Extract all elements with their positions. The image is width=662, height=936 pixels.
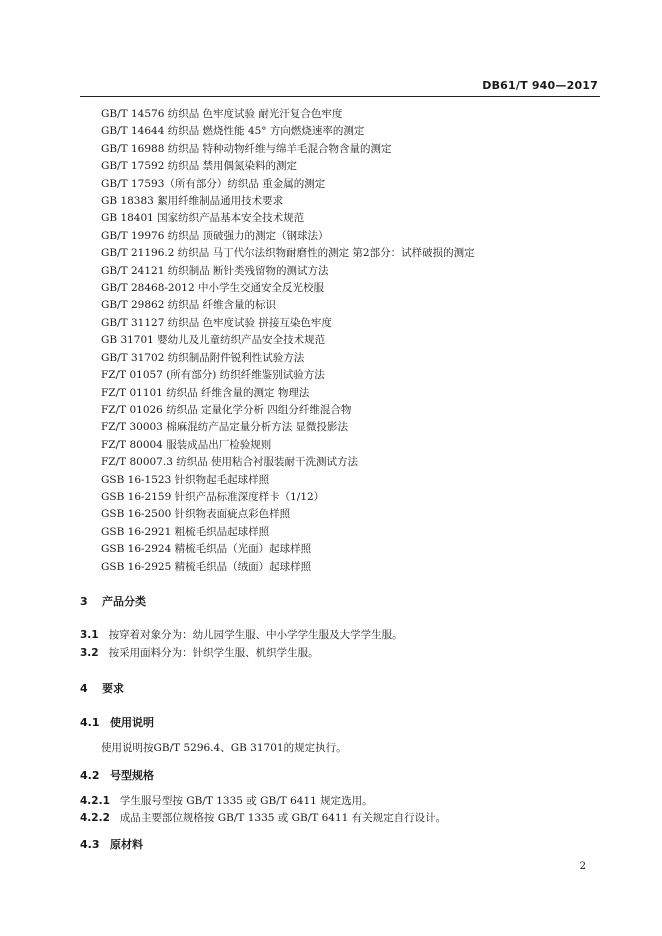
section-4-3-heading <box>80 836 143 852</box>
clause-number: 3.2 <box>80 647 99 659</box>
reference-item: FZ/T 80007.3 纺织品 使用粘合衬服装耐干洗测试方法 <box>101 456 359 469</box>
section-4-1-heading <box>80 714 154 730</box>
reference-item: GB 18401 国家纺织产品基本安全技术规范 <box>101 212 305 225</box>
section-number: 4.2 <box>80 769 100 782</box>
clause-text: 成品主要部位规格按 GB/T 1335 或 GB/T 6411 有关规定自行设计。 <box>119 812 447 824</box>
section-title: 号型规格 <box>110 769 154 782</box>
reference-item: GSB 16-2925 精梳毛织品（绒面）起球样照 <box>101 560 312 573</box>
reference-item: GB/T 17592 纺织品 禁用偶氮染料的测定 <box>101 160 298 173</box>
reference-item: GB 31701 婴幼儿及儿童纺织产品安全技术规范 <box>101 334 326 347</box>
reference-item: GB/T 14576 纺织品 色牢度试验 耐光汗复合色牢度 <box>101 108 343 120</box>
section-number: 3 <box>80 595 88 608</box>
reference-item: GB/T 21196.2 纺织品 马丁代尔法织物耐磨性的测定 第2部分：试样破损的测定 <box>101 247 475 260</box>
reference-item: GB/T 31127 纺织品 色牢度试验 拼接互染色牢度 <box>101 316 332 329</box>
reference-item: FZ/T 80004 服装成品出厂检验规则 <box>101 438 272 451</box>
reference-item: FZ/T 01101 纺织品 纤维含量的测定 物理法 <box>101 386 310 399</box>
reference-item: GB/T 14644 纺织品 燃烧性能 45° 方向燃烧速率的测定 <box>101 125 365 138</box>
clause-3-2 <box>80 645 319 660</box>
section-title: 产品分类 <box>102 595 146 608</box>
reference-item: GSB 16-2921 粗梳毛织品起球样照 <box>101 525 270 538</box>
clause-3-1 <box>80 627 403 642</box>
clause-4-2-1 <box>80 793 373 808</box>
reference-item: FZ/T 01026 纺织品 定量化学分析 四组分纤维混合物 <box>101 403 352 416</box>
document-code: DB61/T 940—2017 <box>482 79 598 92</box>
clause-text: 按采用面料分为：针织学生服、机织学生服。 <box>108 647 319 659</box>
section-number: 4.3 <box>80 838 100 851</box>
clause-text: 学生服号型按 GB/T 1335 或 GB/T 6411 规定选用。 <box>119 795 373 807</box>
reference-item: GB/T 28468-2012 中小学生交通安全反光校服 <box>101 282 324 295</box>
page-number: 2 <box>579 861 586 872</box>
reference-item: GSB 16-2924 精梳毛织品（光面）起球样照 <box>101 543 312 556</box>
reference-item: GSB 16-2500 针织物表面疵点彩色样照 <box>101 508 291 521</box>
section-number: 4.1 <box>80 716 100 729</box>
reference-item: GB/T 29862 纺织品 纤维含量的标识 <box>101 299 277 312</box>
clause-4-1-text: 使用说明按GB/T 5296.4、GB 31701的规定执行。 <box>101 742 347 754</box>
reference-item: GB/T 19976 纺织品 顶破强力的测定（钢球法） <box>101 229 329 242</box>
section-title: 使用说明 <box>110 716 154 729</box>
clause-number: 4.2.1 <box>80 795 110 807</box>
reference-item: GB 18383 絮用纤维制品通用技术要求 <box>101 195 284 208</box>
reference-item: GB/T 31702 纺织制品附件锐利性试验方法 <box>101 351 305 364</box>
reference-item: GB/T 24121 纺织制品 断针类残留物的测试方法 <box>101 264 329 277</box>
clause-4-2-2 <box>80 810 446 825</box>
reference-item: GSB 16-2159 针织产品标准深度样卡（1/12） <box>101 490 325 503</box>
section-3-heading <box>80 593 146 609</box>
reference-item: FZ/T 30003 棉麻混纺产品定量分析方法 显微投影法 <box>101 421 349 434</box>
section-4-heading <box>80 680 124 696</box>
clause-number: 4.2.2 <box>80 812 110 824</box>
reference-item: GSB 16-1523 针织物起毛起球样照 <box>101 473 270 486</box>
normative-references-list <box>101 106 475 576</box>
section-number: 4 <box>80 682 88 695</box>
reference-item: GB/T 16988 纺织品 特种动物纤维与绵羊毛混合物含量的测定 <box>101 142 392 155</box>
clause-number: 3.1 <box>80 629 99 641</box>
section-4-2-heading <box>80 767 154 783</box>
header-rule <box>80 96 600 97</box>
reference-item: FZ/T 01057 (所有部分) 纺织纤维鉴别试验方法 <box>101 369 325 382</box>
reference-item: GB/T 17593（所有部分）纺织品 重金属的测定 <box>101 177 326 190</box>
clause-text: 按穿着对象分为：幼儿园学生服、中小学学生服及大学学生服。 <box>108 629 403 641</box>
section-title: 原材料 <box>110 838 143 851</box>
section-title: 要求 <box>102 682 124 695</box>
